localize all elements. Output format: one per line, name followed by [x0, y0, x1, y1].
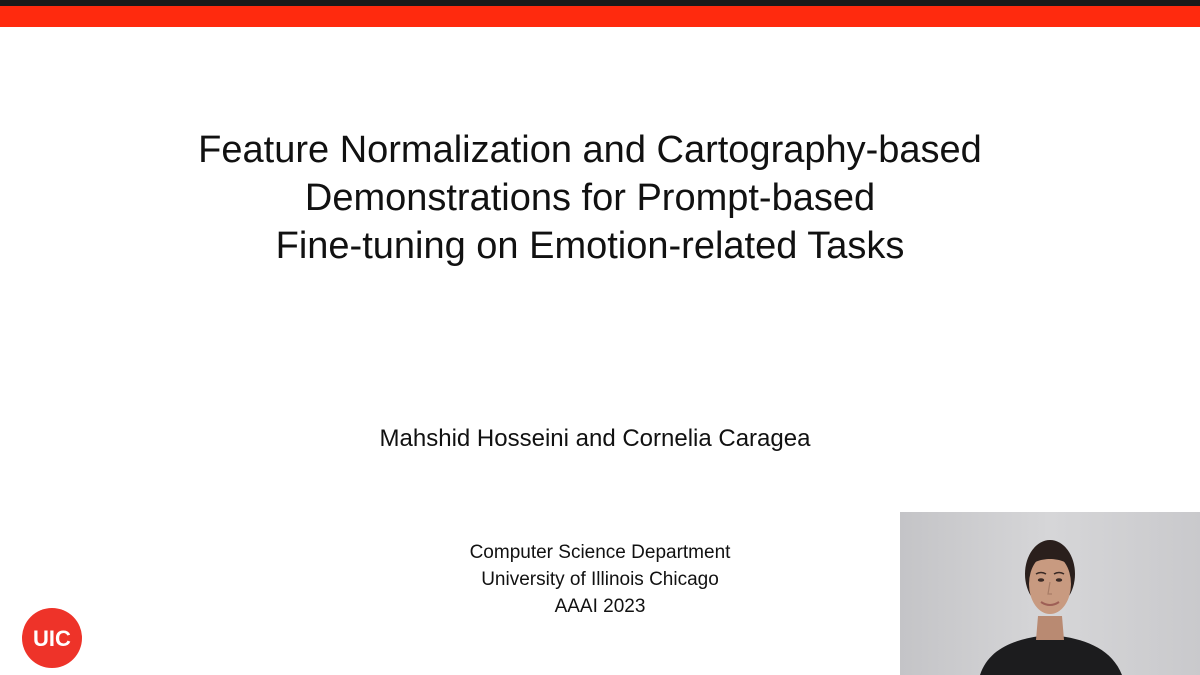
- affiliation-conference: AAAI 2023: [554, 596, 646, 617]
- affiliation-department: Computer Science Department: [469, 542, 731, 563]
- uic-logo-mark: [22, 608, 82, 668]
- title-line-2: Demonstrations for Prompt-based: [304, 177, 876, 219]
- slide-affiliation: [400, 539, 800, 620]
- top-bar-red-stripe: [0, 6, 1200, 27]
- slide-authors: Mahshid Hosseini and Cornelia Caragea: [379, 425, 811, 452]
- presenter-video-icon: [900, 512, 1200, 675]
- uic-logo: [22, 608, 82, 668]
- affiliation-university: University of Illinois Chicago: [481, 569, 719, 590]
- presenter-webcam: [900, 512, 1200, 675]
- title-line-1: Feature Normalization and Cartography-based: [198, 129, 982, 171]
- uic-logo-text: UIC: [33, 626, 71, 651]
- slide-title: [80, 126, 1100, 270]
- title-line-3: Fine-tuning on Emotion-related Tasks: [275, 225, 905, 267]
